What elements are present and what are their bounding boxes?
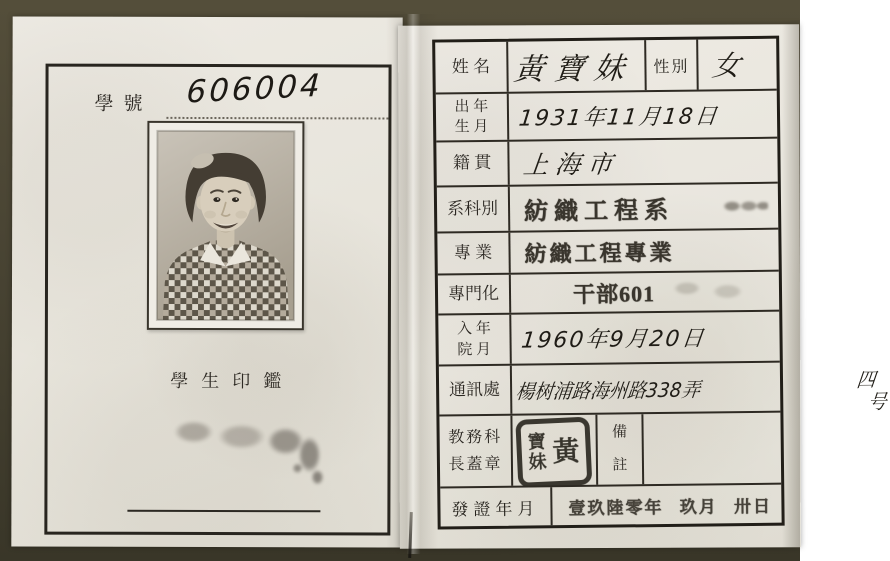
- birth-date-value: 1931年11月18日: [517, 103, 721, 132]
- row-registrar-seal: [439, 413, 781, 489]
- left-page: [11, 16, 402, 547]
- row-birth-date: [436, 91, 778, 143]
- name-value-cell: [508, 40, 647, 92]
- sex-value-cell: [698, 39, 777, 90]
- address-label: 通訊處: [439, 366, 513, 415]
- registrar-seal-label: 教務科 長蓋章: [439, 416, 513, 487]
- department-label: 系科別: [437, 187, 510, 232]
- row-enrollment-date: [438, 312, 780, 367]
- remarks-label: 備 註: [597, 414, 644, 485]
- student-number-label: 學號: [94, 93, 153, 115]
- sex-label: 性別: [646, 40, 699, 91]
- student-seal-caption: 學生印鑑: [170, 370, 295, 392]
- issue-date-value: 壹玖陸零年 玖月 卅日: [568, 496, 773, 518]
- enrollment-date-value-cell: [511, 312, 780, 364]
- birth-date-label: 出 年 生 月: [436, 94, 510, 141]
- issue-date-label: 發證年月: [440, 487, 552, 526]
- left-page-frame: [44, 64, 391, 536]
- info-table: [432, 36, 889, 530]
- registrar-seal: [515, 417, 592, 488]
- major-value-cell: [510, 230, 778, 273]
- student-number-dotted-line: [166, 117, 388, 120]
- faded-stamp-mark: [720, 198, 768, 215]
- address-value: 楊树浦路海州路338弄: [514, 377, 702, 404]
- row-specialization: [438, 272, 779, 316]
- row-native-place: [436, 139, 777, 188]
- enrollment-date-label: 入 年 院 月: [438, 315, 512, 365]
- seal-character: 黃: [551, 435, 581, 467]
- faded-stamp-mark: [669, 278, 759, 303]
- seal-character: 寶: [527, 431, 547, 453]
- seal-character-column: [527, 433, 547, 473]
- major-value: 紡織工程專業: [524, 239, 675, 267]
- major-label: 專 業: [437, 233, 510, 274]
- native-place-label: 籍 貫: [436, 142, 509, 186]
- enrollment-date-value: 1960年9月20日: [519, 326, 707, 354]
- right-page: [398, 24, 889, 548]
- row-name: [435, 39, 777, 95]
- native-place-value: 上海市: [521, 148, 622, 180]
- faded-ink-smudge: [157, 405, 357, 496]
- address-overflow: 号: [866, 389, 889, 414]
- registrar-seal-cell: [512, 415, 598, 486]
- signature-line: [127, 510, 320, 513]
- photo-frame: [147, 121, 305, 330]
- seal-character: 妹: [528, 451, 548, 473]
- portrait-photo: [157, 131, 294, 320]
- address-overflow: 四: [855, 367, 877, 392]
- student-number-value: 606004: [185, 67, 324, 111]
- department-value-cell: [510, 184, 778, 231]
- sex-value: 女: [710, 49, 743, 83]
- specialization-label: 專門化: [438, 275, 511, 314]
- specialization-value-cell: [511, 272, 779, 313]
- remarks-value-cell: [643, 413, 781, 485]
- department-value: 紡織工程系: [523, 197, 675, 226]
- row-major: [437, 230, 778, 276]
- native-place-value-cell: [509, 139, 777, 185]
- specialization-value: 干部601: [572, 280, 656, 307]
- student-number-block: [94, 67, 364, 124]
- name-label: 姓 名: [435, 42, 509, 93]
- birth-date-value-cell: [509, 91, 778, 140]
- name-value: 黃寶妹: [512, 51, 637, 88]
- row-department: [437, 184, 778, 234]
- address-value-cell: [512, 363, 889, 414]
- row-address: [439, 363, 889, 417]
- issue-date-value-cell: [552, 485, 781, 526]
- row-issue-date: [440, 485, 781, 527]
